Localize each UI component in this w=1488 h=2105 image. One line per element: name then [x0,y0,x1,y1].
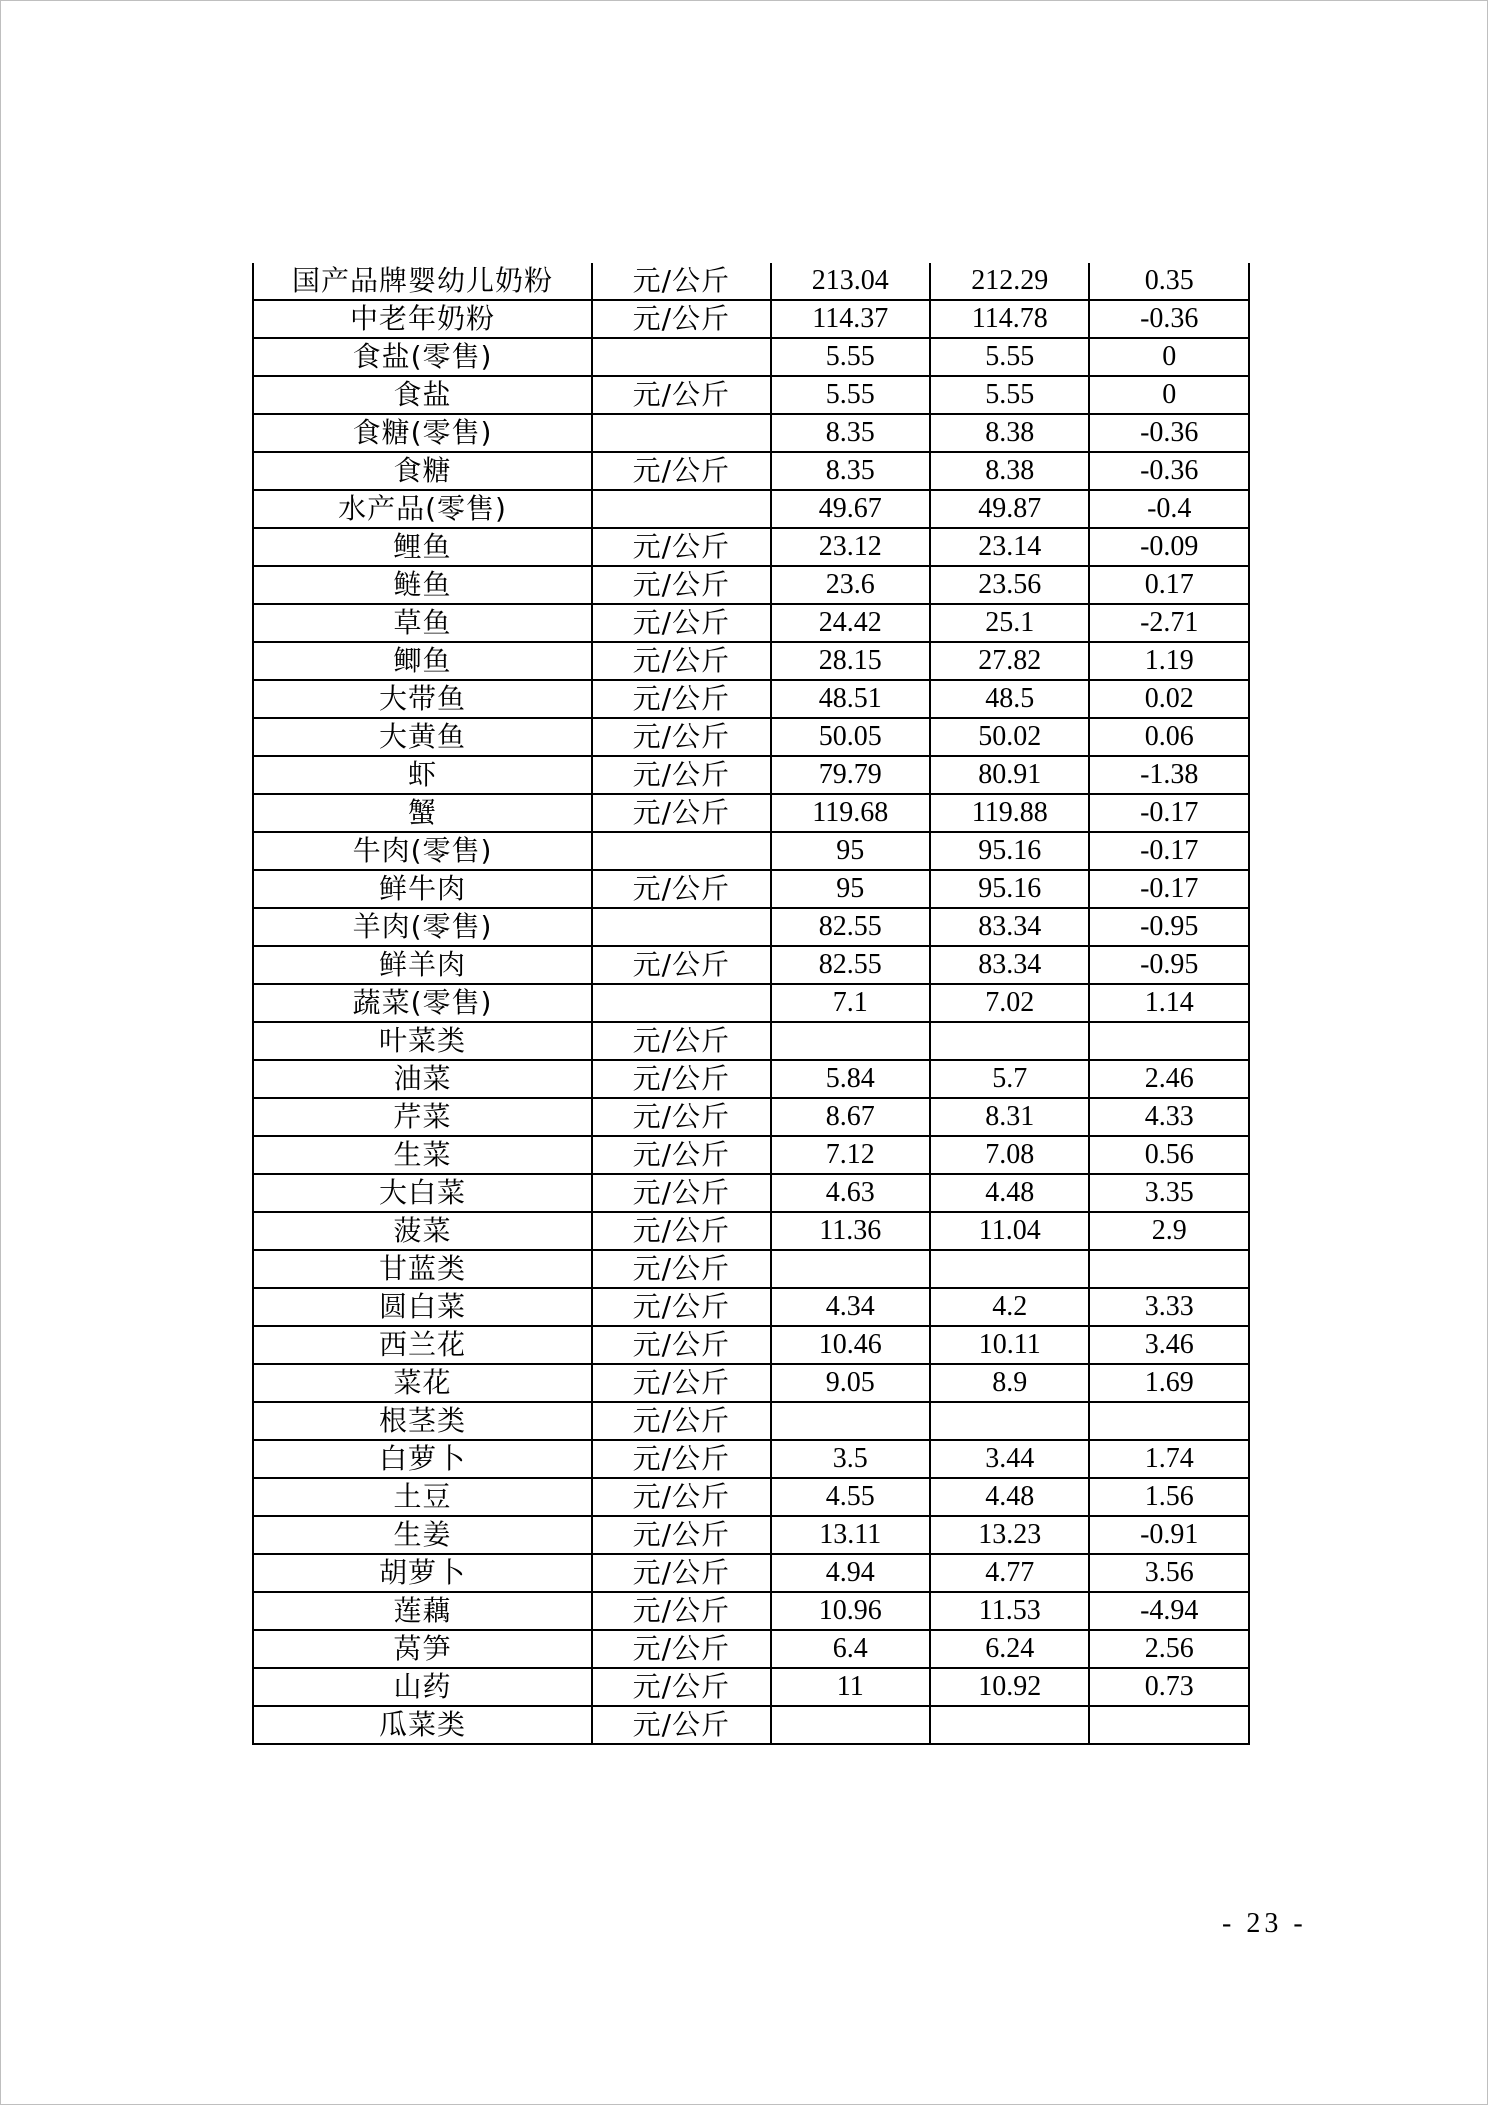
item-name-cell: 白萝卜 [253,1440,592,1478]
table-row [253,946,1249,984]
change-percent-cell: 2.46 [1089,1060,1249,1098]
change-percent-cell: 0 [1089,376,1249,414]
item-name-cell: 食糖(零售) [253,414,592,452]
change-percent-cell: 1.74 [1089,1440,1249,1478]
unit-cell: 元/公斤 [592,528,771,566]
table-row [253,794,1249,832]
item-name-cell: 鲢鱼 [253,566,592,604]
previous-price-cell: 7.08 [930,1136,1089,1174]
change-percent-cell: 0.02 [1089,680,1249,718]
current-price-cell: 49.67 [771,490,930,528]
change-percent-cell: -4.94 [1089,1592,1249,1630]
previous-price-cell: 11.04 [930,1212,1089,1250]
previous-price-cell: 4.77 [930,1554,1089,1592]
previous-price-cell: 4.48 [930,1174,1089,1212]
current-price-cell: 5.55 [771,338,930,376]
item-name-cell: 菜花 [253,1364,592,1402]
table-row [253,1554,1249,1592]
table-row [253,1364,1249,1402]
unit-cell [592,414,771,452]
item-name-cell: 牛肉(零售) [253,832,592,870]
unit-cell: 元/公斤 [592,1516,771,1554]
table-row [253,1326,1249,1364]
unit-cell: 元/公斤 [592,1630,771,1668]
change-percent-cell: 1.19 [1089,642,1249,680]
item-name-cell: 油菜 [253,1060,592,1098]
change-percent-cell: -0.09 [1089,528,1249,566]
table-row [253,1440,1249,1478]
unit-cell: 元/公斤 [592,718,771,756]
previous-price-cell [930,1706,1089,1744]
previous-price-cell: 8.9 [930,1364,1089,1402]
previous-price-cell: 23.56 [930,566,1089,604]
table-row [253,566,1249,604]
table-row [253,870,1249,908]
item-name-cell: 大白菜 [253,1174,592,1212]
unit-cell: 元/公斤 [592,263,771,300]
table-row [253,1136,1249,1174]
previous-price-cell: 7.02 [930,984,1089,1022]
item-name-cell: 食糖 [253,452,592,490]
table-row [253,1402,1249,1440]
change-percent-cell: -0.17 [1089,794,1249,832]
current-price-cell: 82.55 [771,908,930,946]
change-percent-cell: 1.56 [1089,1478,1249,1516]
current-price-cell: 114.37 [771,300,930,338]
item-name-cell: 鲜羊肉 [253,946,592,984]
unit-cell [592,490,771,528]
previous-price-cell: 119.88 [930,794,1089,832]
current-price-cell: 4.94 [771,1554,930,1592]
change-percent-cell [1089,1022,1249,1060]
previous-price-cell: 5.55 [930,338,1089,376]
table-row [253,338,1249,376]
item-name-cell: 国产品牌婴幼儿奶粉 [253,263,592,300]
current-price-cell: 3.5 [771,1440,930,1478]
table-row [253,832,1249,870]
unit-cell: 元/公斤 [592,1060,771,1098]
item-name-cell: 山药 [253,1668,592,1706]
table-row [253,1288,1249,1326]
change-percent-cell: -1.38 [1089,756,1249,794]
table-row [253,1630,1249,1668]
table-row [253,680,1249,718]
previous-price-cell: 8.38 [930,452,1089,490]
current-price-cell: 23.6 [771,566,930,604]
change-percent-cell: -0.17 [1089,870,1249,908]
unit-cell: 元/公斤 [592,794,771,832]
unit-cell: 元/公斤 [592,870,771,908]
previous-price-cell: 8.38 [930,414,1089,452]
item-name-cell: 鲜牛肉 [253,870,592,908]
current-price-cell: 9.05 [771,1364,930,1402]
current-price-cell [771,1022,930,1060]
unit-cell: 元/公斤 [592,1440,771,1478]
table-row [253,1250,1249,1288]
previous-price-cell: 13.23 [930,1516,1089,1554]
item-name-cell: 根茎类 [253,1402,592,1440]
table-row [253,908,1249,946]
item-name-cell: 虾 [253,756,592,794]
current-price-cell: 6.4 [771,1630,930,1668]
unit-cell: 元/公斤 [592,1478,771,1516]
change-percent-cell: 4.33 [1089,1098,1249,1136]
previous-price-cell: 83.34 [930,908,1089,946]
table-row [253,490,1249,528]
unit-cell: 元/公斤 [592,756,771,794]
change-percent-cell [1089,1402,1249,1440]
previous-price-cell: 83.34 [930,946,1089,984]
price-table [252,263,1250,1745]
current-price-cell: 79.79 [771,756,930,794]
current-price-cell: 119.68 [771,794,930,832]
table-row [253,984,1249,1022]
table-row [253,1478,1249,1516]
item-name-cell: 食盐 [253,376,592,414]
current-price-cell: 8.35 [771,452,930,490]
current-price-cell: 5.55 [771,376,930,414]
unit-cell: 元/公斤 [592,946,771,984]
item-name-cell: 蟹 [253,794,592,832]
item-name-cell: 羊肉(零售) [253,908,592,946]
change-percent-cell: 2.56 [1089,1630,1249,1668]
unit-cell: 元/公斤 [592,1098,771,1136]
item-name-cell: 瓜菜类 [253,1706,592,1744]
unit-cell: 元/公斤 [592,376,771,414]
unit-cell: 元/公斤 [592,604,771,642]
change-percent-cell: -0.36 [1089,414,1249,452]
item-name-cell: 鲤鱼 [253,528,592,566]
table-row [253,642,1249,680]
change-percent-cell: 3.35 [1089,1174,1249,1212]
previous-price-cell: 11.53 [930,1592,1089,1630]
current-price-cell: 23.12 [771,528,930,566]
change-percent-cell: -0.4 [1089,490,1249,528]
change-percent-cell [1089,1250,1249,1288]
previous-price-cell: 8.31 [930,1098,1089,1136]
item-name-cell: 鲫鱼 [253,642,592,680]
table-row [253,452,1249,490]
current-price-cell: 5.84 [771,1060,930,1098]
previous-price-cell: 27.82 [930,642,1089,680]
previous-price-cell: 4.2 [930,1288,1089,1326]
current-price-cell [771,1402,930,1440]
page-number: - 23 - [1222,1908,1307,1939]
table-row [253,1060,1249,1098]
unit-cell: 元/公斤 [592,1212,771,1250]
current-price-cell: 4.63 [771,1174,930,1212]
table-row [253,718,1249,756]
previous-price-cell: 114.78 [930,300,1089,338]
current-price-cell: 48.51 [771,680,930,718]
current-price-cell: 50.05 [771,718,930,756]
previous-price-cell: 212.29 [930,263,1089,300]
item-name-cell: 芹菜 [253,1098,592,1136]
unit-cell [592,832,771,870]
unit-cell: 元/公斤 [592,1174,771,1212]
item-name-cell: 甘蓝类 [253,1250,592,1288]
current-price-cell: 13.11 [771,1516,930,1554]
previous-price-cell: 6.24 [930,1630,1089,1668]
change-percent-cell: 0.56 [1089,1136,1249,1174]
unit-cell: 元/公斤 [592,1592,771,1630]
change-percent-cell: 0.17 [1089,566,1249,604]
table-row [253,1668,1249,1706]
item-name-cell: 生菜 [253,1136,592,1174]
item-name-cell: 蔬菜(零售) [253,984,592,1022]
previous-price-cell: 10.92 [930,1668,1089,1706]
table-row [253,1098,1249,1136]
previous-price-cell: 95.16 [930,832,1089,870]
unit-cell: 元/公斤 [592,1250,771,1288]
change-percent-cell: -0.91 [1089,1516,1249,1554]
current-price-cell: 28.15 [771,642,930,680]
unit-cell: 元/公斤 [592,1364,771,1402]
table-row [253,604,1249,642]
change-percent-cell: -0.36 [1089,452,1249,490]
current-price-cell: 95 [771,832,930,870]
change-percent-cell: -2.71 [1089,604,1249,642]
item-name-cell: 菠菜 [253,1212,592,1250]
table-row [253,1022,1249,1060]
previous-price-cell: 50.02 [930,718,1089,756]
current-price-cell: 95 [771,870,930,908]
item-name-cell: 大带鱼 [253,680,592,718]
table-row [253,263,1249,300]
unit-cell: 元/公斤 [592,452,771,490]
unit-cell: 元/公斤 [592,300,771,338]
item-name-cell: 西兰花 [253,1326,592,1364]
table-row [253,1592,1249,1630]
unit-cell: 元/公斤 [592,680,771,718]
change-percent-cell: 2.9 [1089,1212,1249,1250]
table-row [253,376,1249,414]
previous-price-cell [930,1402,1089,1440]
unit-cell: 元/公斤 [592,1288,771,1326]
change-percent-cell: -0.95 [1089,946,1249,984]
previous-price-cell: 80.91 [930,756,1089,794]
change-percent-cell: 0.06 [1089,718,1249,756]
current-price-cell: 82.55 [771,946,930,984]
item-name-cell: 土豆 [253,1478,592,1516]
current-price-cell: 8.67 [771,1098,930,1136]
unit-cell: 元/公斤 [592,1022,771,1060]
previous-price-cell: 23.14 [930,528,1089,566]
previous-price-cell: 10.11 [930,1326,1089,1364]
price-table-body [253,263,1249,1744]
previous-price-cell: 5.7 [930,1060,1089,1098]
change-percent-cell: 3.56 [1089,1554,1249,1592]
item-name-cell: 莴笋 [253,1630,592,1668]
current-price-cell: 10.96 [771,1592,930,1630]
unit-cell: 元/公斤 [592,1136,771,1174]
unit-cell: 元/公斤 [592,566,771,604]
change-percent-cell: 3.33 [1089,1288,1249,1326]
table-row [253,1516,1249,1554]
previous-price-cell: 5.55 [930,376,1089,414]
item-name-cell: 草鱼 [253,604,592,642]
item-name-cell: 胡萝卜 [253,1554,592,1592]
previous-price-cell: 48.5 [930,680,1089,718]
item-name-cell: 生姜 [253,1516,592,1554]
change-percent-cell: 0.35 [1089,263,1249,300]
unit-cell [592,908,771,946]
current-price-cell: 7.12 [771,1136,930,1174]
change-percent-cell: -0.36 [1089,300,1249,338]
change-percent-cell: 0 [1089,338,1249,376]
table-row [253,756,1249,794]
table-row [253,528,1249,566]
current-price-cell: 24.42 [771,604,930,642]
unit-cell: 元/公斤 [592,1668,771,1706]
change-percent-cell: -0.95 [1089,908,1249,946]
item-name-cell: 食盐(零售) [253,338,592,376]
current-price-cell: 4.34 [771,1288,930,1326]
item-name-cell: 水产品(零售) [253,490,592,528]
previous-price-cell [930,1250,1089,1288]
item-name-cell: 圆白菜 [253,1288,592,1326]
item-name-cell: 中老年奶粉 [253,300,592,338]
current-price-cell: 213.04 [771,263,930,300]
current-price-cell: 10.46 [771,1326,930,1364]
table-row [253,414,1249,452]
unit-cell: 元/公斤 [592,642,771,680]
item-name-cell: 叶菜类 [253,1022,592,1060]
current-price-cell [771,1706,930,1744]
current-price-cell: 11.36 [771,1212,930,1250]
previous-price-cell: 25.1 [930,604,1089,642]
unit-cell: 元/公斤 [592,1706,771,1744]
current-price-cell: 7.1 [771,984,930,1022]
unit-cell [592,984,771,1022]
table-row [253,1706,1249,1744]
change-percent-cell: 0.73 [1089,1668,1249,1706]
table-row [253,300,1249,338]
previous-price-cell: 49.87 [930,490,1089,528]
change-percent-cell: 3.46 [1089,1326,1249,1364]
change-percent-cell [1089,1706,1249,1744]
current-price-cell [771,1250,930,1288]
previous-price-cell: 4.48 [930,1478,1089,1516]
current-price-cell: 4.55 [771,1478,930,1516]
current-price-cell: 11 [771,1668,930,1706]
item-name-cell: 大黄鱼 [253,718,592,756]
table-row [253,1174,1249,1212]
change-percent-cell: 1.69 [1089,1364,1249,1402]
previous-price-cell [930,1022,1089,1060]
unit-cell: 元/公斤 [592,1402,771,1440]
current-price-cell: 8.35 [771,414,930,452]
unit-cell: 元/公斤 [592,1326,771,1364]
change-percent-cell: 1.14 [1089,984,1249,1022]
item-name-cell: 莲藕 [253,1592,592,1630]
unit-cell: 元/公斤 [592,1554,771,1592]
change-percent-cell: -0.17 [1089,832,1249,870]
table-row [253,1212,1249,1250]
previous-price-cell: 3.44 [930,1440,1089,1478]
unit-cell [592,338,771,376]
previous-price-cell: 95.16 [930,870,1089,908]
